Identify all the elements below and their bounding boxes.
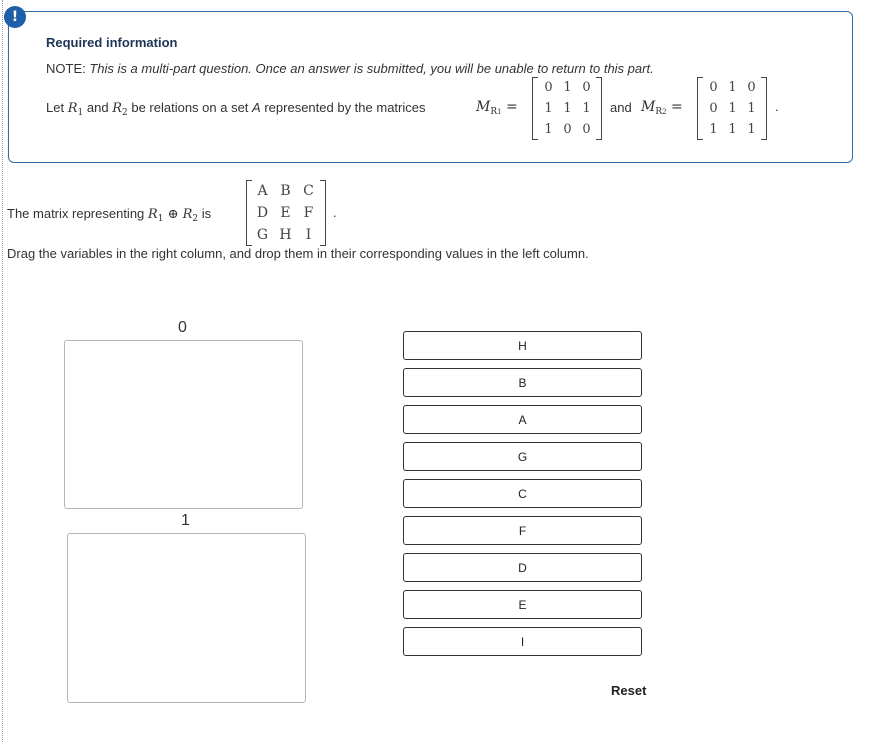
matrix-m-r2-cell: 1: [728, 80, 737, 95]
drag-item-a[interactable]: A: [403, 405, 642, 434]
matrix-m-r2-cell: 0: [747, 80, 756, 95]
matrix-variables-cell: C: [303, 183, 314, 199]
r2-symbol: $R_2$: [112, 101, 128, 118]
matrix-m-r1-cell: 1: [582, 101, 591, 116]
matrix-m-r2-cell: 1: [709, 122, 718, 137]
drop-zone-label-0: 0: [178, 319, 187, 336]
matrix-m-r2-cell: 1: [747, 101, 756, 116]
matrix-m-r1-cell: 1: [544, 101, 553, 116]
m-r2-label: $M_{R2}$ =: [641, 99, 683, 117]
mid-text: be relations on a set: [131, 100, 249, 115]
matrix-m-r2: [697, 77, 767, 140]
note-body: This is a multi-part question. Once an answer is submitted, you will be unable to return to this part.: [89, 61, 654, 76]
question-period: .: [333, 205, 337, 220]
matrix-m-r1-cell: 0: [582, 80, 591, 95]
matrix-question-text: [7, 206, 211, 224]
question-prefix: The matrix representing: [7, 206, 145, 221]
matrix-m-r2-cell: 0: [709, 80, 718, 95]
drag-item-b[interactable]: B: [403, 368, 642, 397]
statement-period: .: [775, 99, 779, 114]
matrix-variables-cell: F: [303, 205, 314, 221]
m-r1-label: $M_{R1}$ =: [476, 99, 518, 117]
matrix-m-r1-row: [539, 98, 602, 119]
reset-button[interactable]: Reset: [611, 683, 647, 698]
end-text: represented by the matrices: [264, 100, 426, 115]
matrix-variables-cell: D: [256, 205, 269, 221]
matrix-m-r1-cell: 1: [544, 122, 553, 137]
matrix-m-r2-row: [704, 98, 767, 119]
matrix-m-r1: [532, 77, 602, 140]
matrix-variables-cell: I: [305, 227, 312, 243]
drag-item-i[interactable]: I: [403, 627, 642, 656]
is-text: is: [201, 206, 212, 221]
matrix-m-r2-cell: 1: [728, 101, 737, 116]
matrix-variables-cell: A: [257, 183, 268, 199]
matrix-m-r2-row: [704, 77, 767, 98]
drag-item-c[interactable]: C: [403, 479, 642, 508]
matrix-m-r1-cell: 0: [544, 80, 553, 95]
matrix-variables-row: [251, 202, 326, 224]
note-prefix: NOTE:: [46, 61, 86, 76]
matrix-m-r1-row: [539, 77, 602, 98]
matrix-variables-cell: G: [256, 227, 269, 243]
required-information-title: Required information: [46, 35, 178, 50]
matrix-m-r2-row: [704, 119, 767, 140]
matrix-m-r1-cell: 1: [563, 80, 572, 95]
matrix-variables: [246, 180, 326, 246]
matrix-variables-cell: H: [279, 227, 292, 243]
drag-instructions: Drag the variables in the right column, and drop them in their corresponding values in the left column.: [7, 246, 589, 261]
matrix-variables-cell: E: [280, 205, 291, 221]
matrix-variables-cell: B: [280, 183, 291, 199]
and-text-2: and: [610, 100, 632, 115]
drag-item-g[interactable]: G: [403, 442, 642, 471]
set-name: A: [252, 100, 261, 115]
drag-item-f[interactable]: F: [403, 516, 642, 545]
drag-item-d[interactable]: D: [403, 553, 642, 582]
drag-item-h[interactable]: H: [403, 331, 642, 360]
matrix-variables-row: [251, 180, 326, 202]
matrix-m-r1-cell: 0: [563, 122, 572, 137]
drop-zone-1[interactable]: [67, 533, 306, 703]
and-text: and: [86, 100, 109, 115]
note-text: [46, 61, 654, 76]
drop-zone-0[interactable]: [64, 340, 303, 509]
let-text: Let: [46, 100, 65, 115]
r1-oplus-r2: $R_1$ ⊕ $R_2$: [147, 207, 199, 224]
relations-statement: [46, 100, 425, 118]
matrix-m-r2-cell: 1: [747, 122, 756, 137]
matrix-m-r1-row: [539, 119, 602, 140]
matrix-m-r2-cell: 0: [709, 101, 718, 116]
page-left-border: [2, 0, 3, 742]
matrix-m-r1-cell: 0: [582, 122, 591, 137]
matrix-variables-row: [251, 224, 326, 246]
matrix-m-r1-cell: 1: [563, 101, 572, 116]
drop-zone-label-1: 1: [181, 512, 190, 529]
drag-item-e[interactable]: E: [403, 590, 642, 619]
r1-symbol: $R_1$: [67, 101, 84, 118]
alert-icon: !: [4, 6, 26, 28]
matrix-m-r2-cell: 1: [728, 122, 737, 137]
